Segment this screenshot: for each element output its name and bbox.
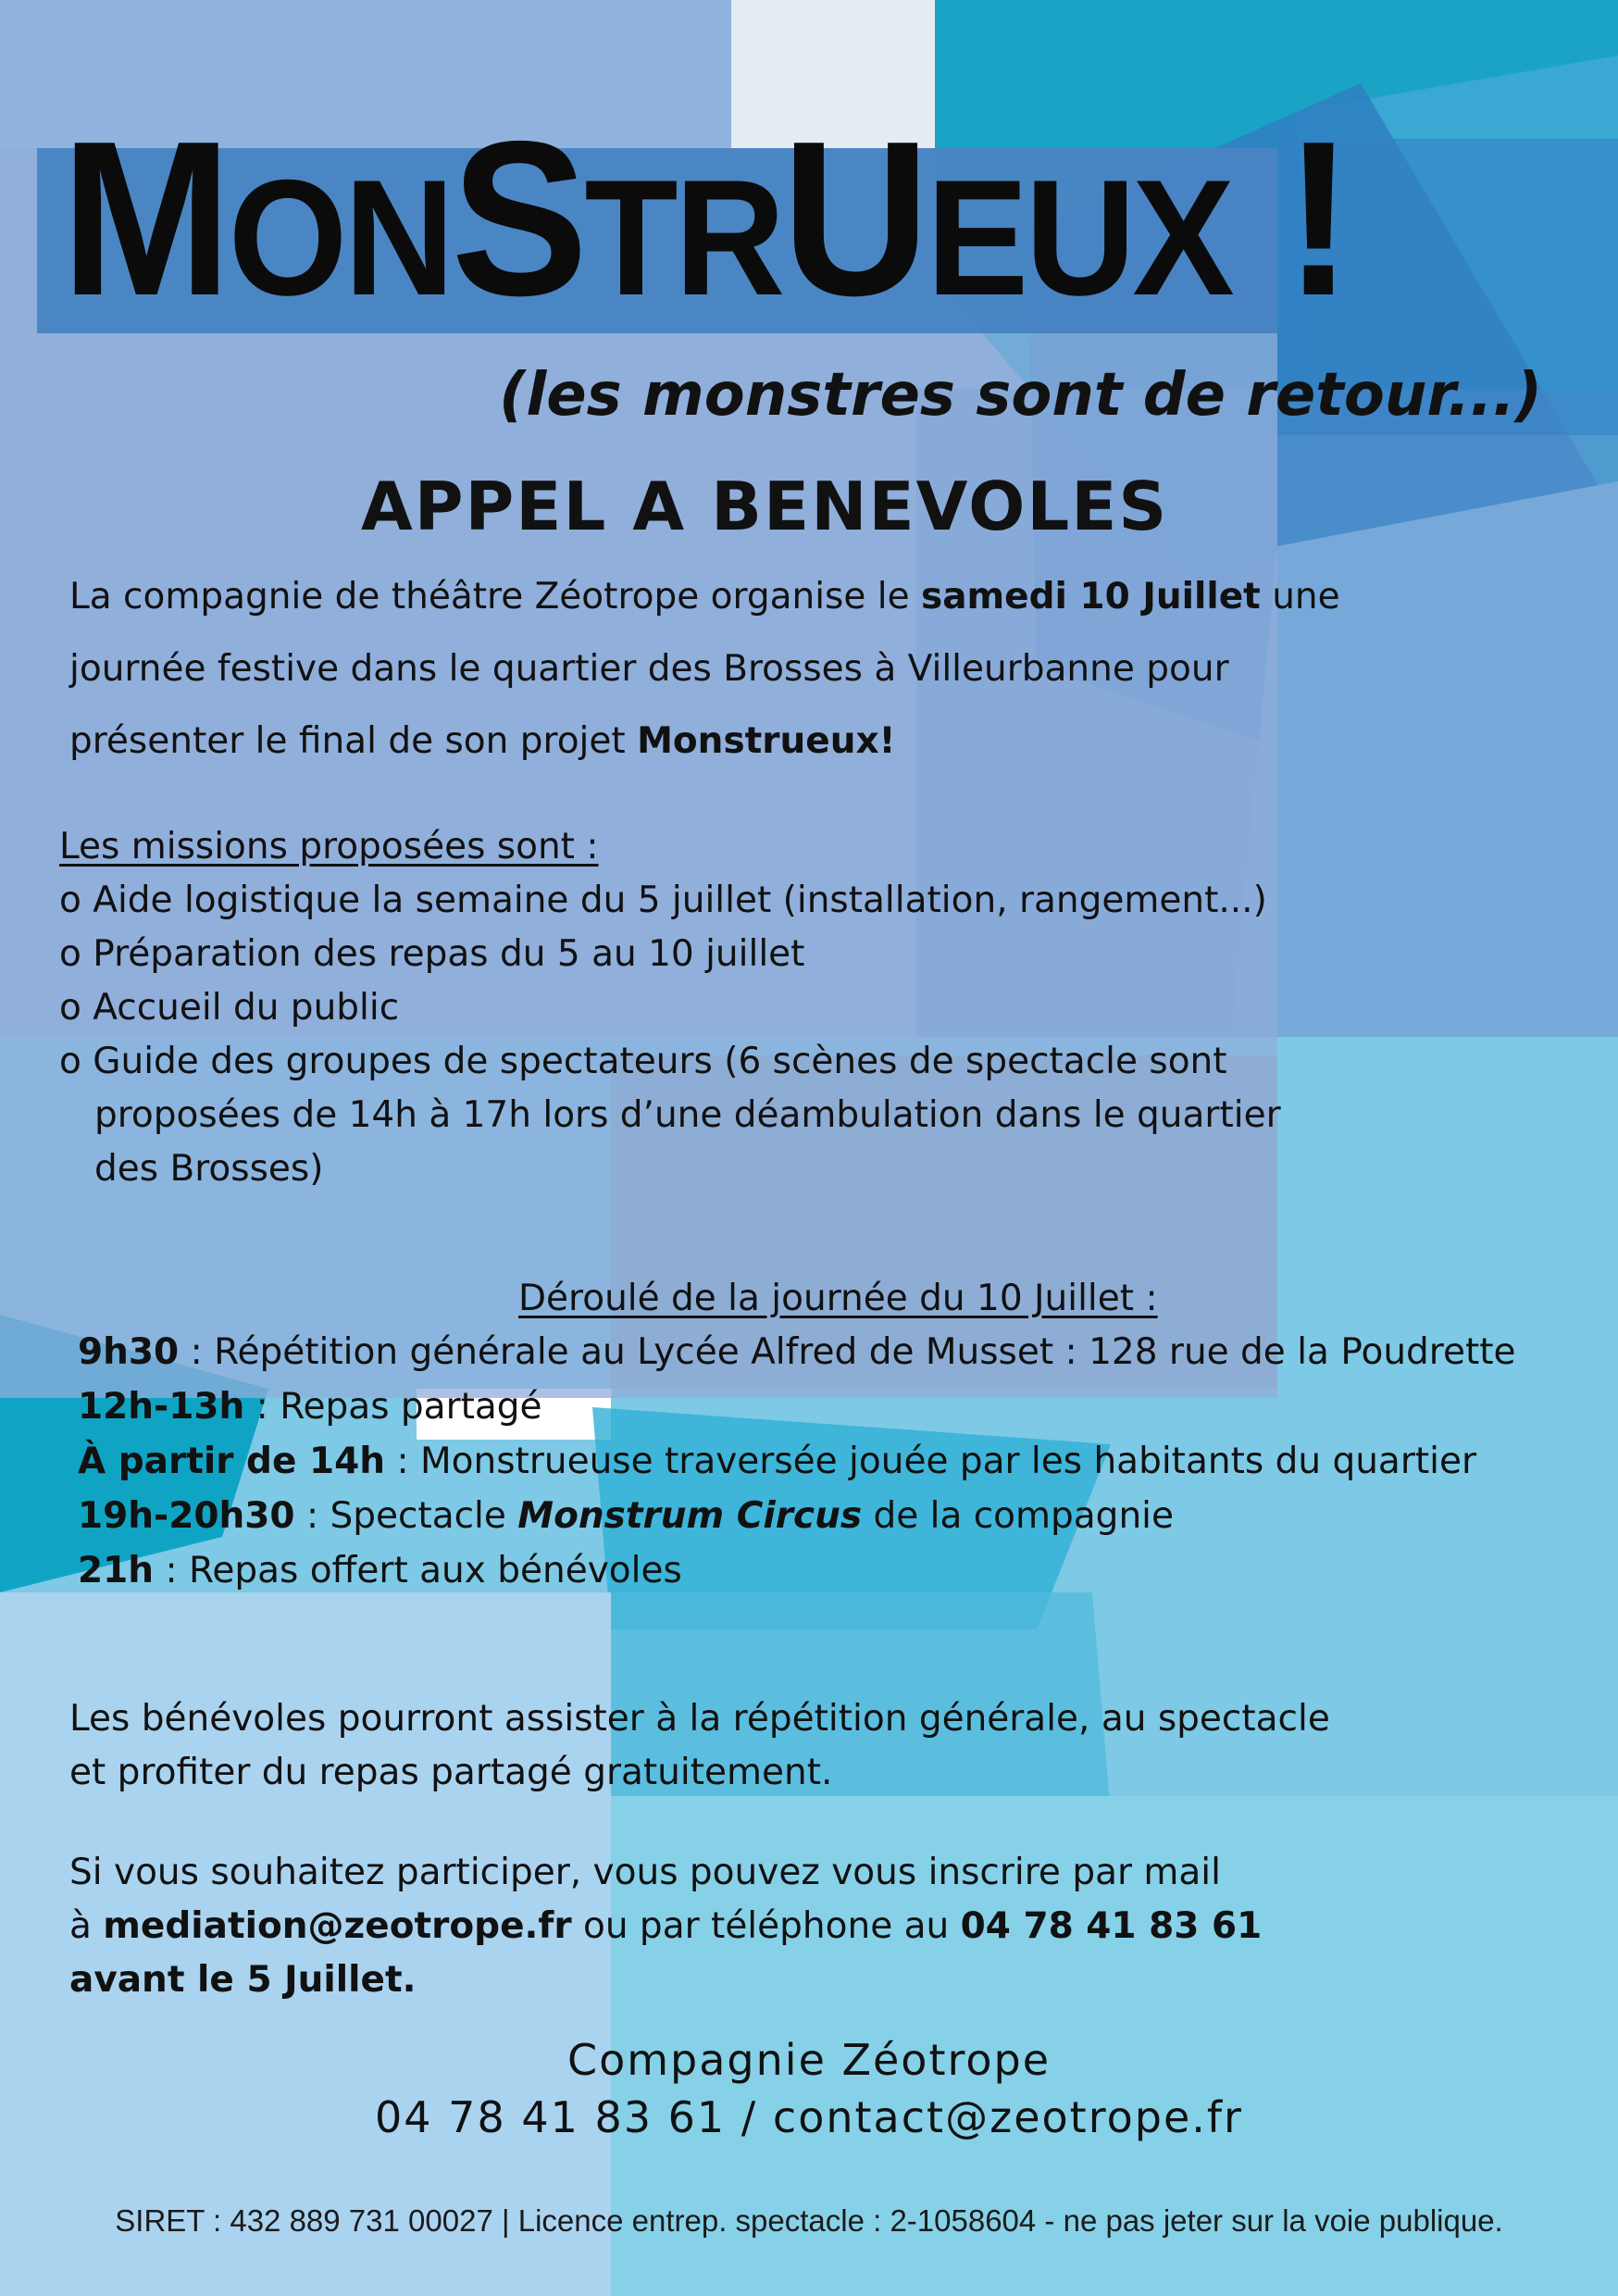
schedule-text: : Répétition générale au Lycée Alfred de Musset : 128 rue de la Poudrette — [179, 1331, 1516, 1373]
title-exclamation: ! — [1231, 96, 1350, 342]
deadline: avant le 5 Juillet. — [69, 1959, 417, 2001]
mission-text: Guide des groupes de spectateurs (6 scènes de spectacle sont — [93, 1041, 1227, 1082]
schedule-row — [78, 1550, 1516, 1604]
list-item-continuation: proposées de 14h à 17h lors d’une déambulation dans le quartier — [94, 1094, 1281, 1136]
schedule-list — [78, 1331, 1516, 1604]
schedule-text: de la compagnie — [862, 1495, 1174, 1537]
mission-text: Aide logistique la semaine du 5 juillet (installation, rangement...) — [93, 880, 1267, 921]
project-name: Monstrueux! — [637, 720, 896, 762]
list-item — [59, 880, 1281, 933]
bullet: o — [59, 1041, 81, 1082]
missions-list — [59, 826, 1281, 1202]
schedule-text: : Repas partagé — [244, 1386, 542, 1428]
title-on: ON — [228, 145, 452, 330]
phone-number[interactable]: 04 78 41 83 61 — [960, 1905, 1263, 1947]
intro-paragraph — [69, 574, 1340, 791]
list-item-continuation: des Brosses) — [94, 1148, 324, 1190]
call-for-volunteers-heading: APPEL A BENEVOLES — [361, 468, 1169, 545]
list-item — [59, 1041, 1281, 1094]
legal-footer: SIRET : 432 889 731 00027 | Licence entrep. spectacle : 2-1058604 - ne pas jeter sur la voie publique. — [115, 2203, 1503, 2238]
signup-line — [69, 1959, 1262, 2013]
company-name: Compagnie Zéotrope — [566, 2035, 1052, 2085]
intro-text: La compagnie de théâtre Zéotrope organise le — [69, 576, 921, 618]
signup-line — [69, 1905, 1262, 1959]
schedule-time: 9h30 — [78, 1331, 180, 1373]
title-big-s: S — [451, 96, 585, 342]
schedule-row — [78, 1331, 1516, 1386]
volunteers-line: Les bénévoles pourront assister à la répétition générale, au spectacle — [69, 1698, 1330, 1740]
schedule-time: 21h — [78, 1550, 155, 1591]
schedule-time: 19h-20h30 — [78, 1495, 295, 1537]
schedule-row — [78, 1386, 1516, 1441]
show-name: Monstrum Circus — [517, 1495, 863, 1537]
title-big-m: M — [61, 96, 229, 342]
signup-text: à — [69, 1905, 104, 1947]
intro-line-2: journée festive dans le quartier des Brosses à Villeurbanne pour — [69, 648, 1229, 690]
schedule-text: : Spectacle — [294, 1495, 518, 1537]
intro-text: présenter le final de son projet — [69, 720, 638, 762]
company-contact[interactable]: 04 78 41 83 61 / contact@zeotrope.fr — [375, 2092, 1243, 2142]
intro-line-3 — [69, 718, 1340, 791]
intro-line-1 — [69, 574, 1340, 646]
intro-text: une — [1260, 576, 1340, 618]
main-title — [61, 96, 1350, 342]
signup-text: ou par téléphone au — [571, 1905, 961, 1947]
title-tr: TR — [584, 145, 782, 330]
mission-text: Préparation des repas du 5 au 10 juillet — [93, 933, 805, 975]
bullet: o — [59, 933, 81, 975]
company-block — [0, 2035, 1618, 2150]
bullet: o — [59, 880, 81, 921]
mission-text: Accueil du public — [93, 987, 400, 1029]
bullet: o — [59, 987, 81, 1029]
intro-date: samedi 10 Juillet — [921, 576, 1261, 618]
schedule-heading: Déroulé de la journée du 10 Juillet : — [518, 1278, 1158, 1319]
title-big-u: U — [781, 96, 927, 342]
missions-heading: Les missions proposées sont : — [59, 826, 599, 867]
signup-line: Si vous souhaitez participer, vous pouvez vous inscrire par mail — [69, 1852, 1221, 1893]
schedule-time: 12h-13h — [78, 1386, 245, 1428]
schedule-text: : Repas offert aux bénévoles — [154, 1550, 682, 1591]
volunteers-paragraph — [69, 1698, 1330, 1805]
subtitle: (les monstres sont de retour...) — [499, 361, 1542, 430]
schedule-row — [78, 1441, 1516, 1495]
list-item — [59, 933, 1281, 987]
schedule-row — [78, 1495, 1516, 1550]
volunteers-line: et profiter du repas partagé gratuitement. — [69, 1752, 833, 1793]
list-item — [59, 987, 1281, 1041]
email-link[interactable]: mediation@zeotrope.fr — [103, 1905, 572, 1947]
title-eux: EUX — [926, 145, 1232, 330]
schedule-time: À partir de 14h — [78, 1441, 386, 1482]
signup-paragraph — [69, 1852, 1262, 2013]
schedule-text: : Monstrueuse traversée jouée par les habitants du quartier — [385, 1441, 1477, 1482]
